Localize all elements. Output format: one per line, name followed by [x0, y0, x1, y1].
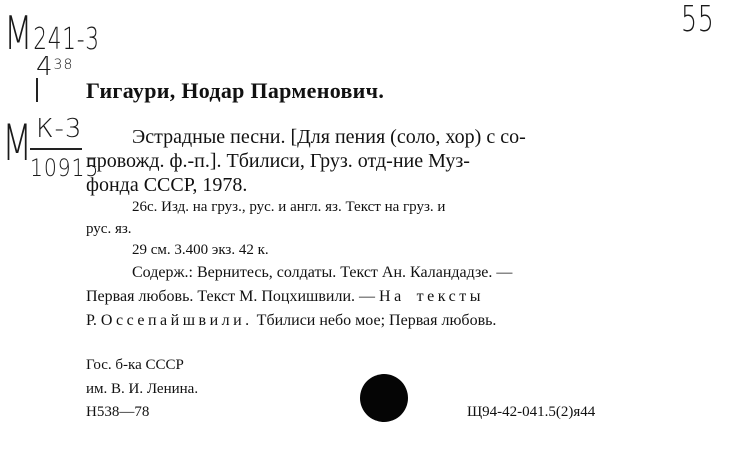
contents-text: Первая любовь. Текст М. Поцхишвили. —	[86, 288, 380, 305]
contents-line-2	[86, 288, 484, 306]
title-line-2: провожд. ф.-п.]. Тбилиси, Груз. отд-ние Муз-	[86, 150, 470, 172]
handwritten-ks-code: К-3	[36, 114, 83, 144]
call-mid-superscript: 38	[53, 57, 74, 73]
spaced-word: На	[379, 288, 405, 305]
handwritten-call-number-mid	[36, 54, 73, 80]
title-line-1: Эстрадные песни. [Для пения (соло, хор) с со-	[132, 126, 526, 148]
handwritten-inventory-number: 10915	[30, 154, 100, 182]
contents-line-1: Содерж.: Вернитесь, солдаты. Текст Ан. Каландадзе. —	[132, 264, 513, 281]
call-number: 241-3	[33, 22, 100, 57]
title-line-3: фонда СССР, 1978.	[86, 174, 248, 196]
call-letter: М	[4, 6, 34, 60]
handwritten-ks-letter: М	[2, 114, 33, 172]
handwritten-underline	[30, 148, 82, 150]
library-line-3: Н538—78	[86, 404, 150, 420]
library-line-1: Гос. б-ка СССР	[86, 357, 184, 373]
notes-line-2: рус. яз.	[86, 221, 132, 237]
call-mid-number: 4	[36, 52, 54, 82]
contents-text: Тбилиси небо мое; Первая любовь.	[252, 312, 497, 329]
library-line-2: им. В. И. Ленина.	[86, 381, 199, 397]
contents-initial: Р.	[86, 312, 101, 329]
spaced-name: Оссепайшвили.	[100, 312, 253, 329]
classification-code: Щ94-42-041.5(2)я44	[467, 404, 596, 420]
author-heading: Гигаури, Нодар Парменович.	[86, 78, 385, 103]
handwritten-corner-number: 55	[681, 0, 715, 40]
punch-hole-mark	[360, 374, 408, 422]
spaced-word: тексты	[416, 288, 484, 305]
handwritten-stroke	[36, 78, 38, 102]
contents-line-3	[86, 312, 496, 330]
physical-description: 29 см. 3.400 экз. 42 к.	[132, 242, 269, 258]
notes-line-1: 26с. Изд. на груз., рус. и англ. яз. Текст на груз. и	[132, 199, 446, 215]
